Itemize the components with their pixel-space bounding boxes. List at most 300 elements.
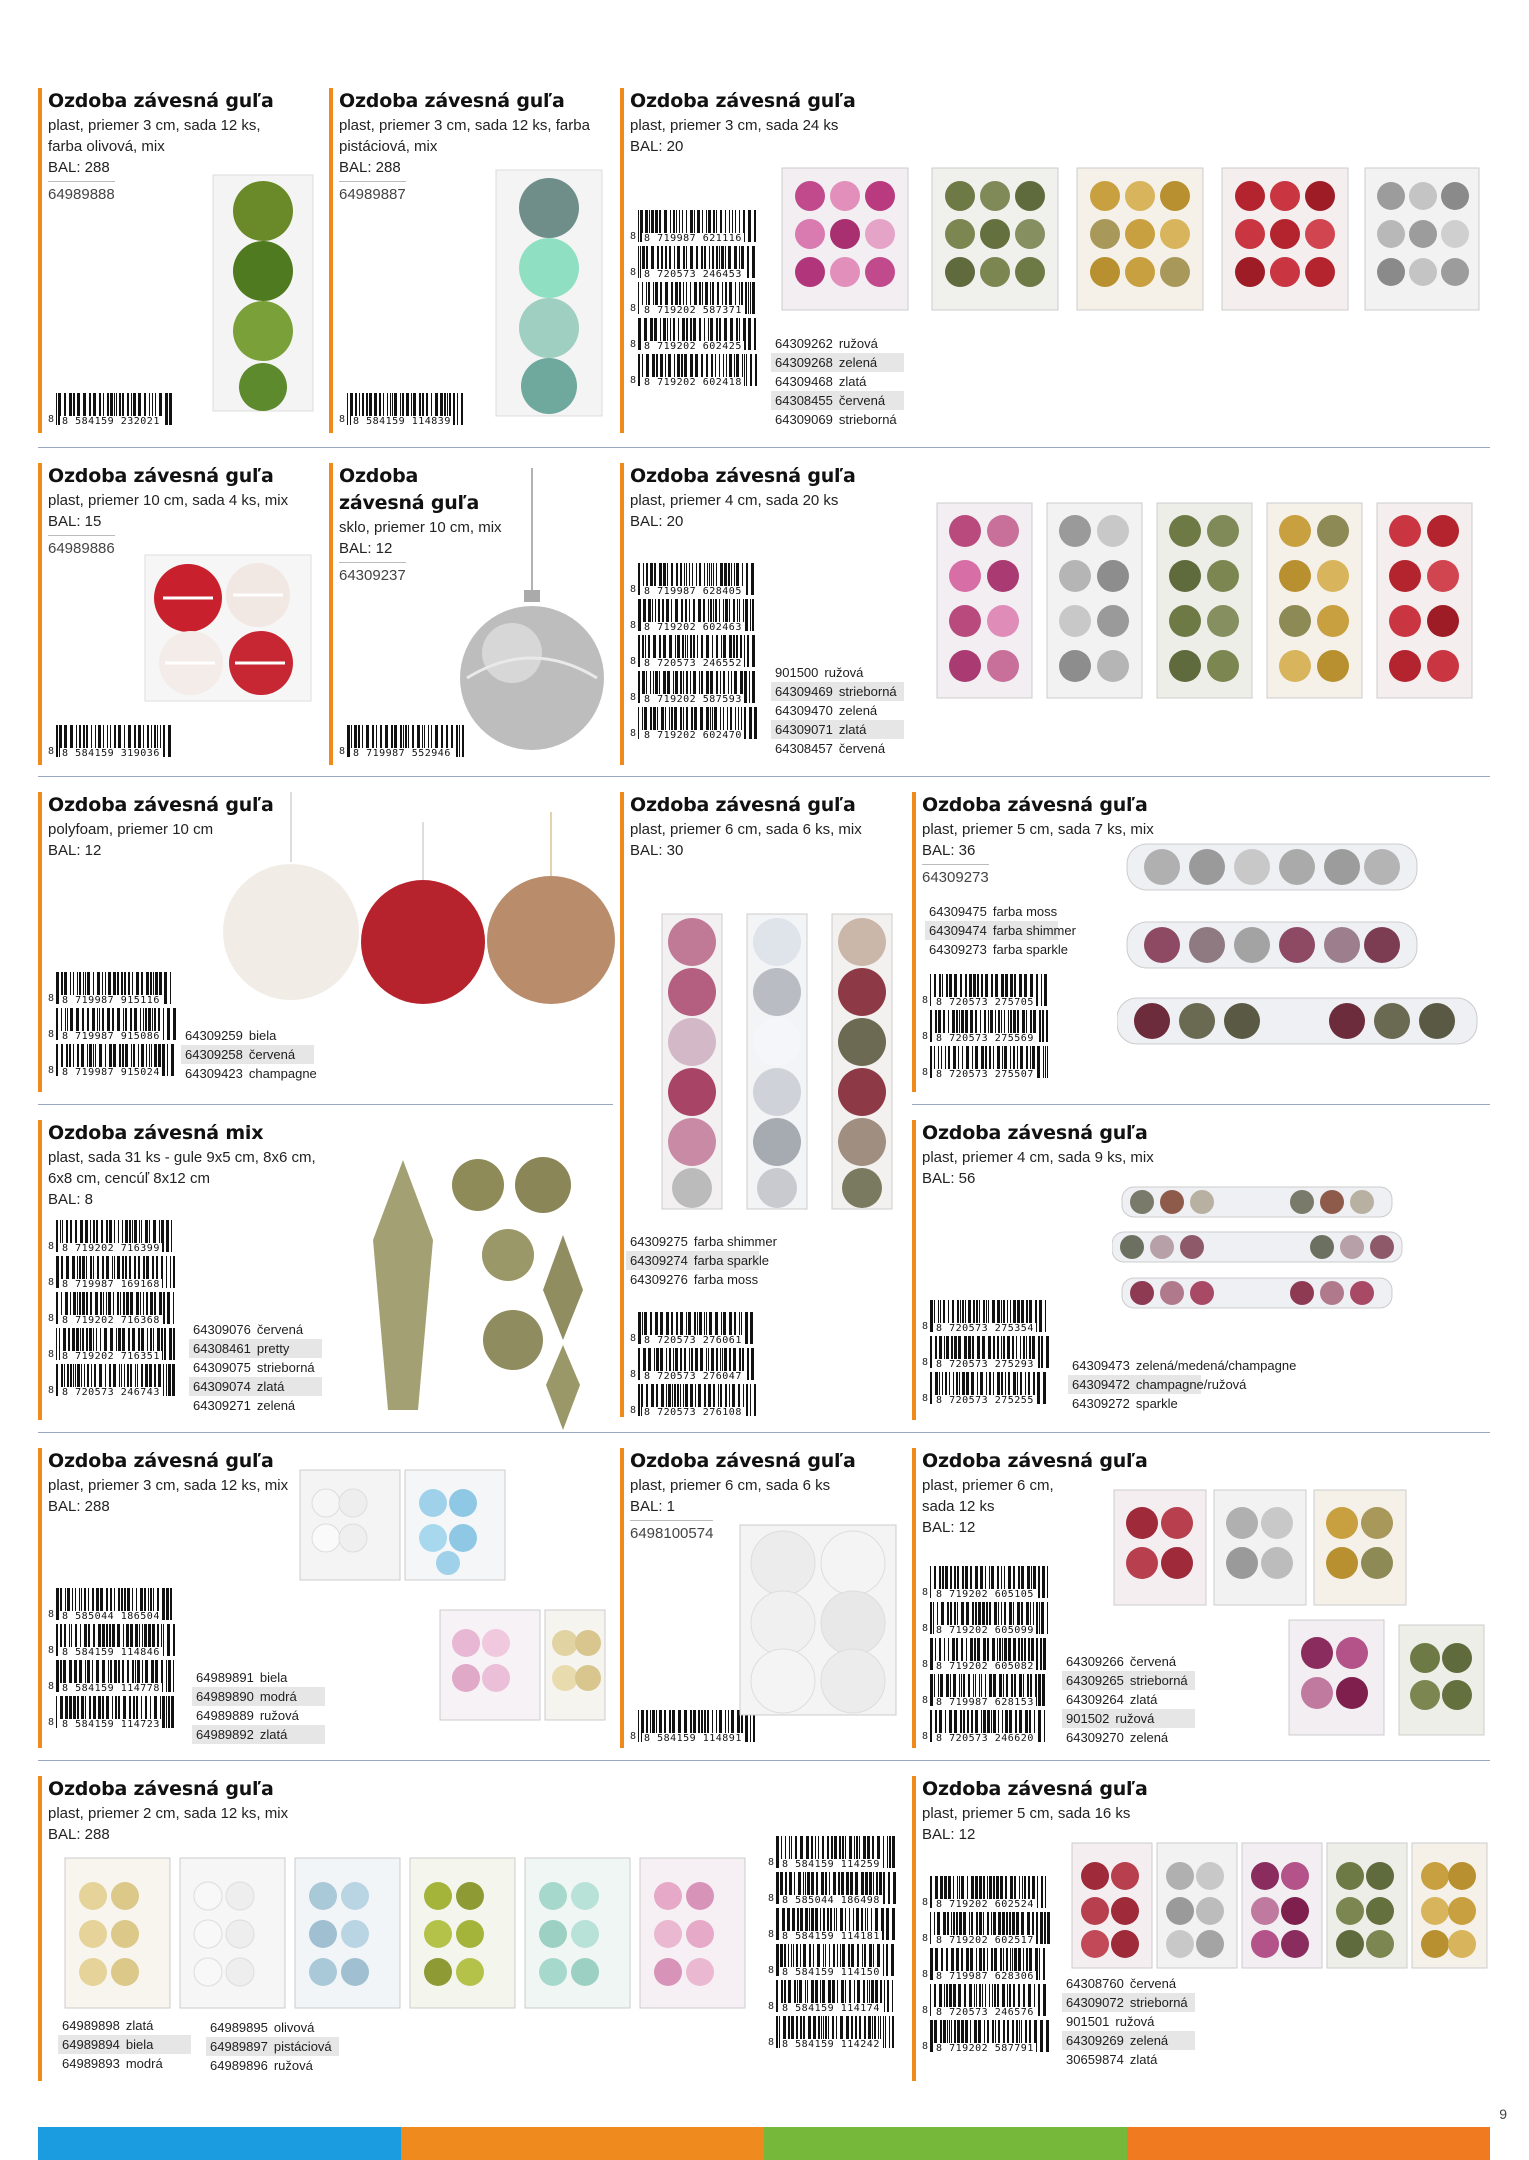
variant-code: 64989889: [196, 1708, 254, 1723]
product-image-red-white-balls: [143, 553, 313, 703]
ean-barcode: [339, 393, 467, 425]
variant-list: [925, 902, 1076, 959]
barcode-bars: [638, 707, 758, 739]
product-title: Ozdoba závesná guľa: [339, 90, 565, 112]
variant-item: [58, 2016, 191, 2035]
row-divider: [38, 776, 1490, 777]
variant-code: 901500: [775, 665, 819, 680]
variant-item: [1062, 2050, 1195, 2069]
ean-barcode: [48, 1364, 176, 1396]
barcode-number: 8 584159 319036: [62, 748, 160, 759]
variant-code: 64309269: [1066, 2033, 1124, 2048]
variant-item: [189, 1320, 322, 1339]
variant-code: 64309076: [193, 1322, 251, 1337]
product-description: plast, priemer 3 cm, sada 12 ks, farba olivová, mix: [48, 117, 261, 155]
ean-barcode: [48, 1292, 176, 1324]
barcode-digit: 8: [768, 2037, 775, 2048]
ean-barcode: [922, 974, 1050, 1006]
footer-color-bar: [38, 2127, 1490, 2160]
ean-barcode: [768, 1836, 896, 1868]
variant-list: [771, 663, 904, 758]
variant-item: [771, 739, 904, 758]
barcode-digit: 8: [768, 1857, 775, 1868]
variant-item: [1068, 1375, 1247, 1394]
product-card: [630, 1448, 905, 1748]
barcode-bars: [638, 282, 758, 314]
package-quantity: BAL: 12: [922, 1519, 976, 1536]
product-description: plast, priemer 6 cm, sada 12 ks: [922, 1477, 1054, 1515]
barcode-number: 8 720573 246620: [936, 1733, 1034, 1744]
product-title: Ozdoba závesná guľa: [630, 794, 856, 816]
barcode-bars: [56, 972, 176, 1004]
barcode-bars: [776, 1944, 896, 1976]
variant-color: modrá: [125, 2056, 163, 2071]
ean-barcode: [630, 1312, 758, 1344]
barcode-bars: [776, 1836, 896, 1868]
barcode-number: 8 719987 915086: [62, 1031, 160, 1042]
variant-color: farba moss: [992, 904, 1058, 919]
variant-item: [189, 1377, 322, 1396]
barcode-digit: 8: [922, 1695, 929, 1706]
barcode-digit: 8: [630, 1731, 637, 1742]
variant-item: [771, 701, 904, 720]
ean-barcode: [48, 1044, 176, 1076]
product-title: Ozdoba závesná guľa: [48, 465, 274, 487]
variant-code: 64309259: [185, 1028, 243, 1043]
package-quantity: BAL: 30: [630, 842, 684, 859]
variant-code: 64309271: [193, 1398, 251, 1413]
section-accent-bar: [329, 88, 333, 433]
barcode-number: 8 719202 602418: [644, 377, 742, 388]
barcode-bars: [56, 1328, 176, 1360]
barcode-digit: 8: [48, 1241, 55, 1252]
page-number: 9: [1499, 2106, 1507, 2122]
section-accent-bar: [912, 1448, 916, 1748]
ean-barcode: [48, 1220, 176, 1252]
variant-color: červená: [1129, 1976, 1177, 1991]
barcode-bars: [347, 393, 467, 425]
barcode-digit: 8: [48, 1349, 55, 1360]
barcode-digit: 8: [630, 375, 637, 386]
product-code: 64309237: [339, 562, 406, 586]
variant-item: [1062, 2031, 1195, 2050]
ean-barcode: [768, 1872, 896, 1904]
variant-item: [626, 1270, 759, 1289]
variant-color: farba shimmer: [693, 1234, 777, 1249]
product-code: 64309273: [922, 864, 989, 888]
variant-code: 64309473: [1072, 1358, 1130, 1373]
product-description: plast, priemer 3 cm, sada 12 ks, mix: [48, 1477, 289, 1494]
variant-list: [771, 334, 904, 429]
product-title: Ozdoba závesná guľa: [48, 794, 274, 816]
barcode-bars: [930, 1602, 1050, 1634]
variant-item: [1068, 1394, 1201, 1413]
barcode-number: 8 719202 602524: [936, 1899, 1034, 1910]
barcode-number: 8 720573 276108: [644, 1407, 742, 1418]
product-description: plast, priemer 5 cm, sada 7 ks, mix: [922, 821, 1154, 838]
product-title: Ozdoba závesná guľa: [48, 1778, 274, 1800]
barcode-bars: [56, 1364, 176, 1396]
variant-color: modrá: [259, 1689, 297, 1704]
variant-code: 64309069: [775, 412, 833, 427]
barcode-bars: [776, 2016, 896, 2048]
barcode-number: 8 585044 186498: [782, 1895, 880, 1906]
barcode-digit: 8: [48, 1065, 55, 1076]
product-image-boxes-24: [780, 166, 1480, 316]
barcode-digit: 8: [768, 1929, 775, 1940]
barcode-bars: [638, 354, 758, 386]
product-title: Ozdoba závesná mix: [48, 1122, 264, 1144]
barcode-number: 8 584159 114891: [644, 1733, 742, 1744]
ean-barcode: [630, 563, 758, 595]
product-description: plast, priemer 4 cm, sada 20 ks: [630, 492, 839, 509]
variant-color: červená: [248, 1047, 296, 1062]
variant-item: [206, 2037, 339, 2056]
barcode-number: 8 719202 605105: [936, 1589, 1034, 1600]
variant-code: 64309074: [193, 1379, 251, 1394]
product-description: plast, priemer 4 cm, sada 9 ks, mix: [922, 1149, 1154, 1166]
package-quantity: BAL: 12: [48, 842, 102, 859]
variant-item: [771, 682, 904, 701]
barcode-number: 8 719202 602463: [644, 622, 742, 633]
ean-barcode: [768, 1944, 896, 1976]
product-title: Ozdoba závesná guľa: [339, 465, 480, 514]
variant-color: champagne: [248, 1066, 317, 1081]
variant-item: [771, 663, 904, 682]
barcode-bars: [56, 1588, 176, 1620]
barcode-bars: [56, 1624, 176, 1656]
ean-barcode: [922, 1710, 1050, 1742]
barcode-number: 8 720573 275255: [936, 1395, 1034, 1406]
variant-code: 64309258: [185, 1047, 243, 1062]
ean-barcode: [922, 1912, 1050, 1944]
product-image-boxes-12: [1112, 1488, 1487, 1738]
barcode-bars: [56, 1660, 176, 1692]
variant-color: zlatá: [1129, 1692, 1158, 1707]
section-accent-bar: [38, 463, 42, 765]
barcode-bars: [930, 2020, 1050, 2052]
variant-color: zelená: [838, 703, 878, 718]
product-description: plast, sada 31 ks - gule 9x5 cm, 8x6 cm, 6x8 cm, cencúľ 8x12 cm: [48, 1149, 316, 1187]
variant-item: [181, 1026, 314, 1045]
barcode-number: 8 719202 716399: [62, 1243, 160, 1254]
ean-barcode: [922, 2020, 1050, 2052]
barcode-digit: 8: [922, 1897, 929, 1908]
product-image-boxes-16: [1070, 1841, 1490, 1976]
barcode-digit: 8: [922, 1659, 929, 1670]
barcode-bars: [930, 1984, 1050, 2016]
barcode-number: 8 719987 628405: [644, 586, 742, 597]
ean-barcode: [768, 1908, 896, 1940]
row-divider: [38, 1760, 1490, 1761]
barcode-digit: 8: [630, 1405, 637, 1416]
barcode-bars: [56, 1220, 176, 1252]
barcode-digit: 8: [48, 1277, 55, 1288]
barcode-number: 8 584159 114778: [62, 1683, 160, 1694]
barcode-bars: [638, 635, 758, 667]
variant-color: zelená/medená/champagne: [1135, 1358, 1297, 1373]
ean-barcode: [630, 599, 758, 631]
barcode-digit: 8: [922, 1321, 929, 1332]
barcode-number: 8 584159 114181: [782, 1931, 880, 1942]
variant-color: champagne/ružová: [1135, 1377, 1247, 1392]
ean-barcode: [922, 1300, 1050, 1332]
barcode-number: 8 719987 628153: [936, 1697, 1034, 1708]
variant-color: zlatá: [125, 2018, 154, 2033]
variant-item: [181, 1064, 317, 1083]
variant-code: 64989893: [62, 2056, 120, 2071]
ean-barcode: [630, 1348, 758, 1380]
ean-barcode: [922, 1010, 1050, 1042]
product-image-boxes-20: [935, 501, 1485, 701]
variant-color: zlatá: [1129, 2052, 1158, 2067]
barcode-digit: 8: [922, 995, 929, 1006]
variant-color: ružová: [824, 665, 864, 680]
ean-barcode: [922, 1602, 1050, 1634]
product-image-boxes-12-pastel: [298, 1468, 608, 1738]
barcode-bars: [638, 1384, 758, 1416]
barcode-digit: 8: [630, 656, 637, 667]
barcode-number: 8 719202 716351: [62, 1351, 160, 1362]
barcode-digit: 8: [630, 267, 637, 278]
variant-code: 64309423: [185, 1066, 243, 1081]
barcode-bars: [638, 318, 758, 350]
barcode-bars: [638, 671, 758, 703]
ean-barcode: [630, 671, 758, 703]
barcode-digit: 8: [48, 1313, 55, 1324]
product-description: plast, priemer 6 cm, sada 6 ks: [630, 1477, 831, 1494]
row-divider: [38, 447, 1490, 448]
package-quantity: BAL: 1: [630, 1498, 676, 1515]
product-image-pistachio-balls: [484, 168, 614, 418]
variant-code: 64309266: [1066, 1654, 1124, 1669]
ean-barcode: [48, 1328, 176, 1360]
footer-segment-green: [764, 2127, 1127, 2160]
variant-color: zelená: [256, 1398, 296, 1413]
variant-code: 64309264: [1066, 1692, 1124, 1707]
product-image-olive-balls: [203, 173, 323, 413]
package-quantity: BAL: 288: [48, 1826, 110, 1843]
barcode-number: 8 719202 602517: [936, 1935, 1034, 1946]
section-accent-bar: [38, 792, 42, 1092]
barcode-bars: [776, 1908, 896, 1940]
variant-code: 64309262: [775, 336, 833, 351]
barcode-bars: [930, 1010, 1050, 1042]
barcode-digit: 8: [630, 339, 637, 350]
barcode-bars: [347, 725, 467, 757]
barcode-digit: 8: [48, 1681, 55, 1692]
variant-list: [189, 1320, 322, 1415]
ean-barcode: [630, 635, 758, 667]
variant-color: sparkle: [1135, 1396, 1178, 1411]
product-title: Ozdoba závesná guľa: [922, 1122, 1148, 1144]
variant-item: [206, 2018, 339, 2037]
barcode-bars: [56, 1256, 176, 1288]
barcode-number: 8 719987 628306: [936, 1971, 1034, 1982]
package-quantity: BAL: 12: [339, 540, 393, 557]
barcode-bars: [56, 725, 176, 757]
variant-item: [58, 2035, 191, 2054]
barcode-bars: [638, 599, 758, 631]
barcode-digit: 8: [630, 692, 637, 703]
variant-code: 64989890: [196, 1689, 254, 1704]
barcode-bars: [56, 1696, 176, 1728]
barcode-bars: [930, 1948, 1050, 1980]
barcode-digit: 8: [768, 1965, 775, 1976]
ean-barcode: [922, 1984, 1050, 2016]
ean-barcode: [630, 1384, 758, 1416]
barcode-number: 8 584159 114259: [782, 1859, 880, 1870]
variant-list: [206, 2018, 339, 2075]
barcode-digit: 8: [630, 1333, 637, 1344]
variant-code: 64309270: [1066, 1730, 1124, 1745]
variant-color: farba shimmer: [992, 923, 1076, 938]
package-quantity: BAL: 288: [48, 1498, 110, 1515]
barcode-digit: 8: [922, 1623, 929, 1634]
barcode-digit: 8: [922, 1031, 929, 1042]
ean-barcode: [922, 1674, 1050, 1706]
barcode-number: 8 719987 621116: [644, 233, 742, 244]
section-accent-bar: [620, 1448, 624, 1748]
footer-segment-orange2: [1127, 2127, 1490, 2160]
ean-barcode: [630, 707, 758, 739]
barcode-number: 8 719202 587593: [644, 694, 742, 705]
product-description: plast, priemer 6 cm, sada 6 ks, mix: [630, 821, 862, 838]
product-description: plast, priemer 10 cm, sada 4 ks, mix: [48, 492, 289, 509]
variant-item: [771, 372, 904, 391]
row-divider: [38, 1104, 613, 1105]
variant-color: červená: [838, 393, 886, 408]
barcode-bars: [56, 1292, 176, 1324]
barcode-bars: [638, 563, 758, 595]
variant-color: farba moss: [693, 1272, 759, 1287]
barcode-digit: 8: [48, 1385, 55, 1396]
barcode-number: 8 719202 605099: [936, 1625, 1034, 1636]
variant-color: biela: [259, 1670, 288, 1685]
variant-item: [1062, 2012, 1195, 2031]
barcode-number: 8 719987 552946: [353, 748, 451, 759]
variant-code: 64309071: [775, 722, 833, 737]
barcode-bars: [930, 1638, 1050, 1670]
barcode-digit: 8: [339, 746, 346, 757]
section-accent-bar: [912, 792, 916, 1092]
ean-barcode: [922, 1638, 1050, 1670]
variant-item: [189, 1339, 322, 1358]
barcode-number: 8 719202 602425: [644, 341, 742, 352]
product-card: [922, 1776, 1490, 2081]
variant-code: 64309274: [630, 1253, 688, 1268]
product-title: Ozdoba závesná guľa: [630, 1450, 856, 1472]
package-quantity: BAL: 288: [339, 159, 401, 176]
variant-color: ružová: [1115, 2014, 1155, 2029]
barcode-bars: [638, 1348, 758, 1380]
barcode-digit: 8: [630, 1369, 637, 1380]
barcode-number: 8 720573 246453: [644, 269, 742, 280]
barcode-number: 8 720573 275507: [936, 1069, 1034, 1080]
variant-code: 64309472: [1072, 1377, 1130, 1392]
variant-item: [626, 1251, 769, 1270]
variant-code: 64989894: [62, 2037, 120, 2052]
barcode-bars: [930, 1674, 1050, 1706]
barcode-number: 8 584159 114846: [62, 1647, 160, 1658]
product-image-tube-7: [1117, 842, 1487, 1052]
package-quantity: BAL: 288: [48, 159, 110, 176]
variant-item: [1062, 1993, 1195, 2012]
ean-barcode: [768, 1980, 896, 2012]
variant-code: 64308455: [775, 393, 833, 408]
product-description: plast, priemer 3 cm, sada 24 ks: [630, 117, 839, 134]
variant-item: [771, 353, 904, 372]
barcode-bars: [930, 1372, 1050, 1404]
variant-list: [181, 1026, 317, 1083]
barcode-digit: 8: [768, 1893, 775, 1904]
box-pink: [782, 168, 908, 310]
barcode-number: 8 720573 276047: [644, 1371, 742, 1382]
variant-color: zlatá: [838, 374, 867, 389]
ean-barcode: [922, 1336, 1050, 1368]
variant-color: zelená: [838, 355, 878, 370]
barcode-digit: 8: [922, 2041, 929, 2052]
variant-code: 64989891: [196, 1670, 254, 1685]
variant-item: [925, 940, 1068, 959]
variant-color: strieborná: [838, 412, 897, 427]
barcode-number: 8 719202 716368: [62, 1315, 160, 1326]
package-quantity: BAL: 15: [48, 513, 102, 530]
ean-barcode: [48, 972, 176, 1004]
section-accent-bar: [329, 463, 333, 765]
variant-code: 64989892: [196, 1727, 254, 1742]
variant-code: 64309470: [775, 703, 833, 718]
product-title: Ozdoba závesná guľa: [48, 1450, 274, 1472]
barcode-number: 8 719987 915116: [62, 995, 160, 1006]
barcode-bars: [776, 1980, 896, 2012]
variant-color: farba sparkle: [992, 942, 1068, 957]
variant-item: [771, 410, 904, 429]
barcode-digit: 8: [630, 728, 637, 739]
product-title: Ozdoba závesná guľa: [630, 90, 856, 112]
variant-code: 64989896: [210, 2058, 268, 2073]
variant-list: [1068, 1356, 1297, 1413]
ean-barcode: [922, 1046, 1050, 1078]
variant-code: 64309276: [630, 1272, 688, 1287]
product-code: 64989887: [339, 181, 406, 205]
package-quantity: BAL: 8: [48, 1191, 94, 1208]
package-quantity: BAL: 36: [922, 842, 976, 859]
variant-color: červená: [1129, 1654, 1177, 1669]
barcode-digit: 8: [630, 584, 637, 595]
ean-barcode: [48, 1624, 176, 1656]
ean-barcode: [48, 725, 176, 757]
product-title: Ozdoba závesná guľa: [48, 90, 274, 112]
variant-code: 64309272: [1072, 1396, 1130, 1411]
variant-color: pistáciová: [273, 2039, 332, 2054]
barcode-number: 8 584159 114150: [782, 1967, 880, 1978]
barcode-digit: 8: [630, 620, 637, 631]
variant-list: [58, 2016, 191, 2073]
variant-code: 30659874: [1066, 2052, 1124, 2067]
ean-barcode: [630, 354, 758, 386]
product-card: [630, 463, 1490, 765]
product-image-tube-sets: [660, 912, 900, 1212]
section-accent-bar: [620, 88, 624, 433]
product-image-polyfoam-balls: [198, 792, 618, 1022]
product-card: [48, 463, 323, 765]
variant-code: 64308461: [193, 1341, 251, 1356]
product-description: polyfoam, priemer 10 cm: [48, 821, 214, 838]
variant-color: zelená: [1129, 2033, 1169, 2048]
barcode-number: 8 585044 186504: [62, 1611, 160, 1622]
variant-color: ružová: [838, 336, 878, 351]
